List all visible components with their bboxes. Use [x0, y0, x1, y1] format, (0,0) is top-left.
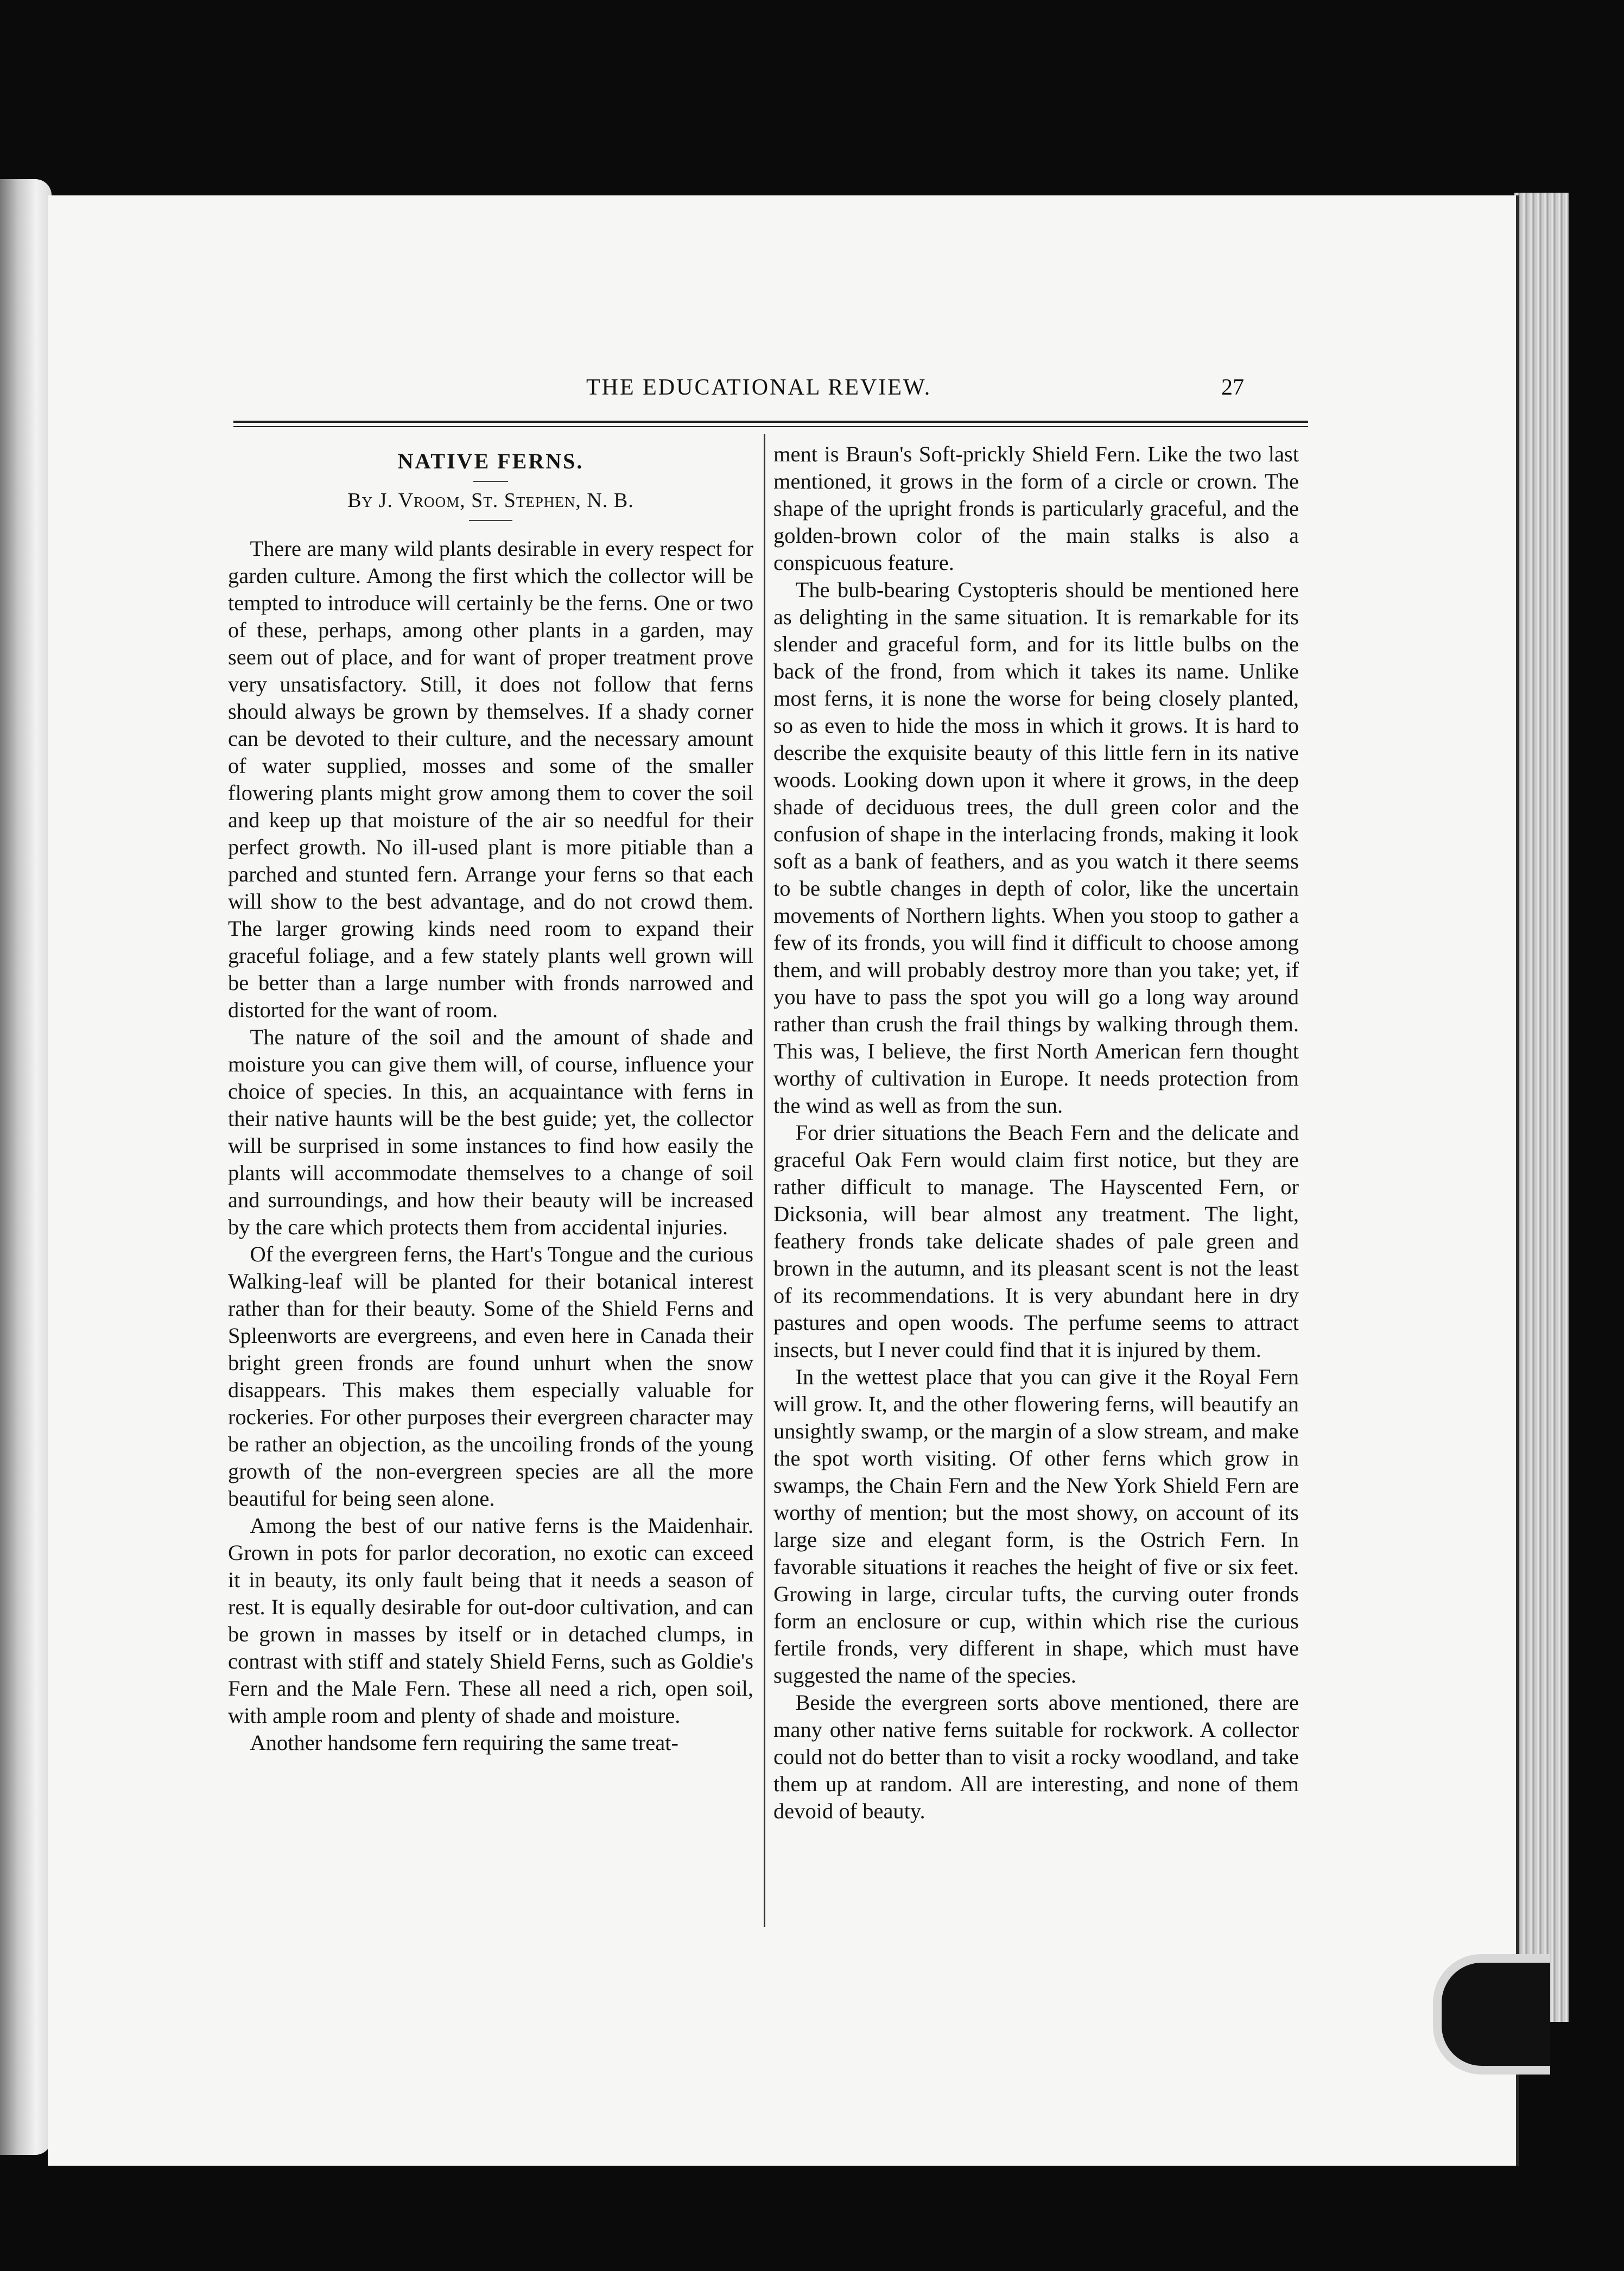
paragraph: There are many wild plants desirable in every respect for garden culture. Among the first which the collector will be tempted to introduce will certainly be the ferns. One or two of these, perhaps, among other plants in a garden, may seem out of place, and for want of proper treatment prove very unsatisfactory. Still, it does not follow that ferns should always be grown by themselves. If a shady corner can be devoted to their culture, and the necessary amount of water supplied, mosses and some of the smaller flowering plants might grow among them to cover the soil and keep up that moisture of the air so needful for their perfect growth. No ill-used plant is more pitiable than a parched and stunted fern. Arrange your ferns so that each will show to the best advantage, and do not crowd them. The larger growing kinds need room to expand their graceful foliage, and a few stately plants well grown will be better than a large number with fronds narrowed and distorted for the want of room. — [228, 536, 753, 1022]
paragraph: Among the best of our native ferns is the Maidenhair. Grown in pots for parlor decoration, no exotic can exceed it in beauty, its only fault being that it needs a season of rest. It is equally desirable for out-door cultivation, and can be grown in masses by itself or in detached clumps, in contrast with stiff and stately Shield Ferns, such as Goldie's Fern and the Male Fern. These all need a rich, open soil, with ample room and plenty of shade and moisture. — [228, 1513, 753, 1728]
paragraph: For drier situations the Beach Fern and the delicate and graceful Oak Fern would claim first notice, but they are rather difficult to manage. The Hayscented Fern, or Dicksonia, will bear almost any treatment. The light, feathery fronds take delicate shades of pale green and brown in the autumn, and its pleasant scent is not the least of its recommendations. It is very abundant here in dry pastures and open woods. The perfume seems to attract insects, but I never could find that it is injured by them. — [773, 1120, 1299, 1362]
page-clip — [1433, 1954, 1550, 2075]
byline-rule — [469, 520, 512, 521]
article-byline: By J. Vroom, St. Stephen, N. B. — [347, 489, 634, 512]
paragraph: Of the evergreen ferns, the Hart's Tongue and the curious Walking-leaf will be planted for their botanical interest rather than for their beauty. Some of the Shield Ferns and Spleenworts are evergreens, and even here in Canada their bright green fronds are found unhurt when the snow disappears. This makes them especially valuable for rockeries. For other purposes their evergreen character may be rather an objection, as the uncoiling fronds of the young growth of the non-evergreen species are all the more beautiful for being seen alone. — [228, 1242, 753, 1511]
title-rule — [473, 481, 508, 482]
paragraph: Another handsome fern requiring the same treat- — [250, 1730, 678, 1755]
article-title: NATIVE FERNS. — [397, 449, 584, 473]
paragraph: The nature of the soil and the amount of shade and moisture you can give them will, of course, influence your choice of species. In this, an acquaintance with ferns in their native haunts will be the best guide; yet, the collector will be surprised in some instances to find how easily the plants will accommodate themselves to a change of soil and surroundings, and how their beauty will be increased by the care which protects them from accidental injuries. — [228, 1025, 753, 1239]
header-double-rule — [233, 421, 1308, 427]
left-column — [228, 441, 753, 1756]
column-divider — [764, 434, 765, 1927]
paragraph: In the wettest place that you can give it the Royal Fern will grow. It, and the other flowering ferns, will beautify an unsightly swamp, or the margin of a slow stream, and make the spot worth visiting. Of other ferns which grow in swamps, the Chain Fern and the New York Shield Fern are worthy of mention; but the most showy, on account of its large size and elegant form, is the Ostrich Fern. In favorable situations it reaches the height of five or six feet. Growing in large, circular tufts, the curving outer fronds form an enclosure or cup, within which rise the curious fertile fronds, very different in shape, which must have suggested the name of the species. — [773, 1365, 1299, 1688]
paragraph: The bulb-bearing Cystopteris should be mentioned here as delighting in the same situation. It is remarkable for its slender and graceful form, and for its little bulbs on the back of the frond, from which it takes its name. Unlike most ferns, it is none the worse for being closely planted, so as even to hide the moss in which it grows. It is hard to describe the exquisite beauty of this little fern in its native woods. Looking down upon it where it grows, in the deep shade of deciduous trees, the dull green color and the confusion of shape in the interlacing fronds, making it look soft as a bank of feathers, and as you watch it there seems to be subtle changes in depth of color, like the uncertain movements of Northern lights. When you stoop to gather a few of its fronds, you will find it difficult to choose among them, and will probably destroy more than you take; yet, if you have to pass the spot you will go a long way around rather than crush the frail things by walking through them. This was, I believe, the first North American fern thought worthy of cultivation in Europe. It needs protection from the wind as well as from the sun. — [773, 578, 1299, 1118]
paragraph-continued: ment is Braun's Soft-prickly Shield Fern. Like the two last mentioned, it grows in the form of a circle or crown. The shape of the upright fronds is particularly graceful, and the golden-brown color of the main stalks is also a conspicuous feature. — [773, 442, 1299, 575]
page-number: 27 — [1221, 375, 1244, 400]
right-page-edges — [1514, 193, 1569, 2022]
left-page-edges — [0, 179, 52, 2155]
paragraph: Beside the evergreen sorts above mentioned, there are many other native ferns suitable for rockwork. A collector could not do better than to visit a rocky woodland, and take them up at random. All are interesting, and none of them devoid of beauty. — [773, 1690, 1299, 1823]
running-title: THE EDUCATIONAL REVIEW. — [586, 375, 932, 400]
right-column — [773, 441, 1299, 1825]
